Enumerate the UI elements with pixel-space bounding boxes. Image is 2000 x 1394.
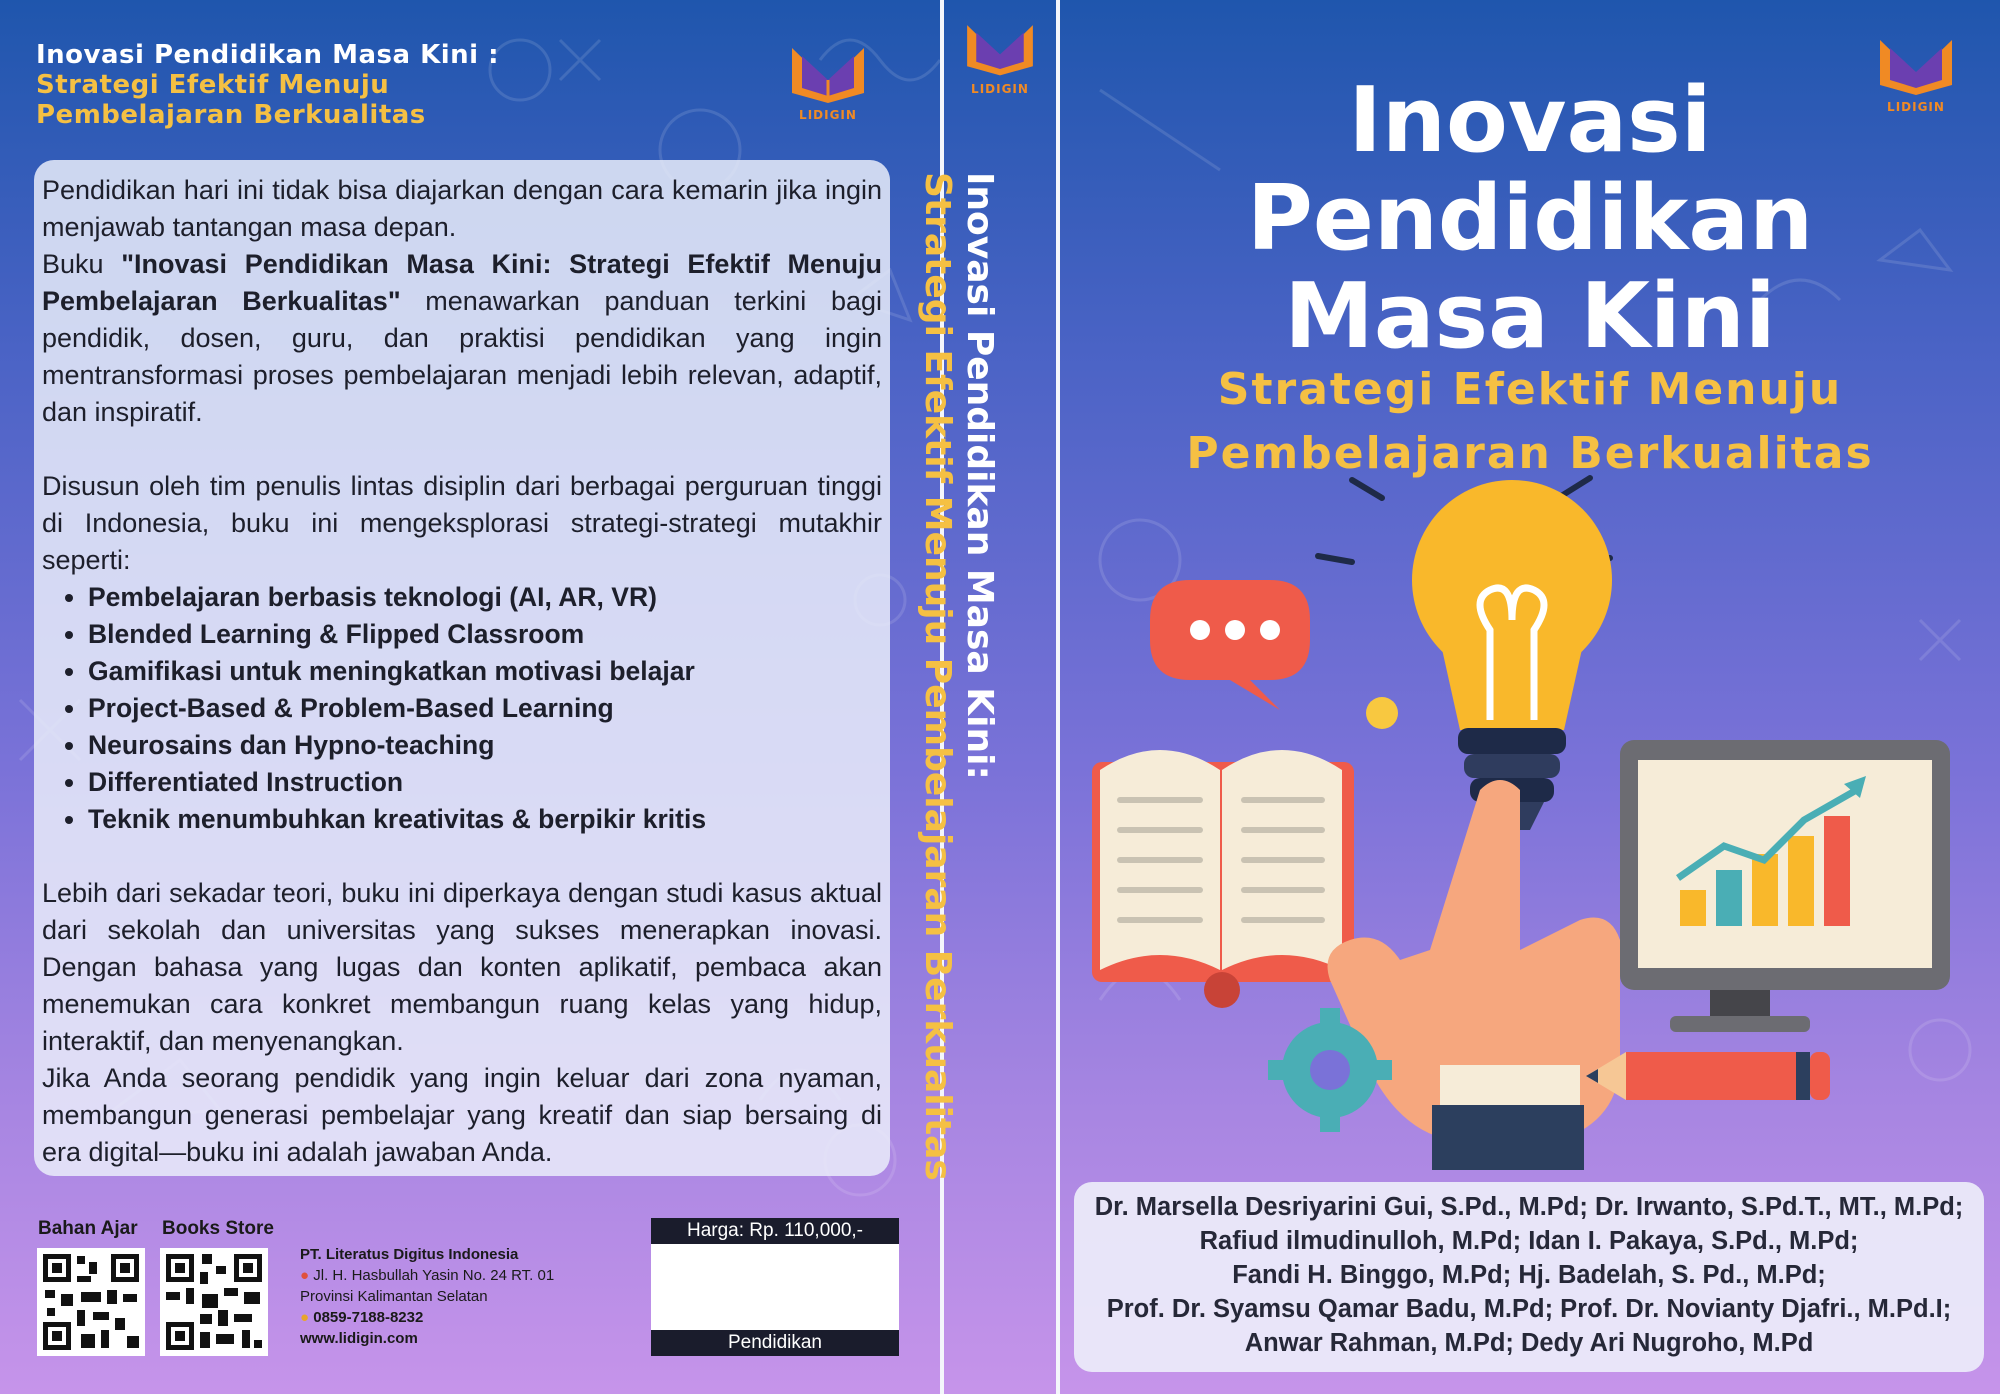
spine-title — [916, 172, 1000, 1181]
blurb-paragraph-4: Lebih dari sekadar teori, buku ini diperkaya dengan studi kasus aktual dari sekolah dan universitas yang sukses menerapkan inovasi. Dengan bahasa yang lugas dan konten aplikatif, pembaca akan menemukan cara konkret membangun ruang kelas yang hidup, interaktif, dan menyenangkan. — [42, 878, 882, 1056]
list-item: • Neurosains dan Hypno-teaching — [88, 727, 882, 764]
back-title — [36, 40, 499, 130]
back-title-line3: Pembelajaran Berkualitas — [36, 100, 426, 130]
qr-code-books-store[interactable] — [160, 1248, 268, 1356]
front-title — [1060, 68, 2000, 369]
author-line: Fandi H. Binggo, M.Pd; Hj. Badelah, S. Pd., M.Pd; — [1232, 1261, 1826, 1289]
pencil-icon — [1586, 1052, 1830, 1100]
strategy-list — [42, 579, 882, 838]
spine — [917, 0, 1056, 1394]
open-book-icon — [1092, 750, 1354, 1008]
publisher-info — [300, 1244, 554, 1349]
blurb-paragraph-5: Jika Anda seorang pendidik yang ingin keluar dari zona nyaman, membangun generasi pembelajar yang kreatif dan siap bersaing di era digital—buku ini adalah jawaban Anda. — [42, 1063, 882, 1167]
list-item: • Gamifikasi untuk meningkatkan motivasi belajar — [88, 653, 882, 690]
category-label: Pendidikan — [651, 1330, 899, 1356]
logo-text: LIDIGIN — [799, 108, 857, 122]
blurb — [42, 172, 882, 1171]
publisher-name: PT. Literatus Digitus Indonesia — [300, 1246, 519, 1263]
price-box — [651, 1218, 899, 1356]
author-line: Rafiud ilmudinulloh, M.Pd; Idan I. Pakaya, S.Pd., M.Pd; — [1199, 1227, 1859, 1255]
list-item: • Differentiated Instruction — [88, 764, 882, 801]
location-pin-icon: ● — [300, 1267, 310, 1284]
publisher-website: www.lidigin.com — [300, 1330, 418, 1347]
logo-text: LIDIGIN — [1887, 100, 1945, 114]
list-item: • Project-Based & Problem-Based Learning — [88, 690, 882, 727]
publisher-phone-line — [300, 1307, 554, 1328]
front-title-line2: Pendidikan — [1246, 166, 1814, 271]
publisher-logo — [782, 38, 874, 124]
author-line: Prof. Dr. Syamsu Qamar Badu, M.Pd; Prof. Dr. Novianty Djafri., M.Pd.I; — [1106, 1295, 1952, 1323]
blurb-book-title: "Inovasi Pendidikan Masa Kini: Strategi Efektif Menuju Pembelajaran Berkualitas" — [42, 249, 883, 316]
publisher-address-line2: Provinsi Kalimantan Selatan — [300, 1288, 488, 1305]
publisher-phone: 0859-7188-8232 — [313, 1309, 424, 1326]
back-cover — [0, 0, 940, 1394]
blurb-paragraph-3: Disusun oleh tim penulis lintas disiplin dari berbagai perguruan tinggi di Indonesia, buku ini mengeksplorasi strategi-strategi mutakhir seperti: — [42, 471, 882, 575]
list-item: • Teknik menumbuhkan kreativitas & berpikir kritis — [88, 801, 882, 838]
qr-label-books-store: Books Store — [162, 1218, 274, 1239]
blurb-paragraph-1: Pendidikan hari ini tidak bisa diajarkan dengan cara kemarin jika ingin menjawab tantangan masa depan. — [42, 175, 882, 242]
hand-pointing-icon — [1328, 780, 1621, 1170]
back-title-line1: Inovasi Pendidikan Masa Kini : — [36, 40, 500, 70]
author-list — [1074, 1190, 1984, 1360]
front-subtitle-line2: Pembelajaran Berkualitas — [1186, 428, 1874, 479]
list-item: • Blended Learning & Flipped Classroom — [88, 616, 882, 653]
author-line: Dr. Marsella Desriyarini Gui, S.Pd., M.Pd; Dr. Irwanto, S.Pd.T., MT., M.Pd; — [1094, 1193, 1964, 1221]
list-item: • Pembelajaran berbasis teknologi (AI, AR, VR) — [88, 579, 882, 616]
blurb-paragraph-2 — [42, 246, 882, 431]
qr-code-bahan-ajar[interactable] — [37, 1248, 145, 1356]
book-logo-icon — [958, 16, 1042, 80]
spine-logo — [958, 16, 1042, 102]
front-subtitle — [1060, 358, 2000, 486]
monitor-chart-icon — [1620, 740, 1950, 1032]
front-cover — [1060, 0, 2000, 1394]
qr-label-bahan-ajar: Bahan Ajar — [38, 1218, 138, 1239]
spine-title-line2: Strategi Efektif Menuju Pembelajaran Berkualitas — [917, 172, 958, 1181]
author-line: Anwar Rahman, M.Pd; Dedy Ari Nugroho, M.Pd — [1244, 1329, 1814, 1357]
blurb-p2-end: menawarkan panduan terkini bagi pendidik, dosen, guru, dan praktisi pendidikan yang ingin mentransformasi proses pembelajaran menjadi lebih relevan, adaptif, dan inspiratif. — [42, 286, 883, 427]
front-subtitle-line1: Strategi Efektif Menuju — [1217, 364, 1843, 415]
back-title-line2: Strategi Efektif Menuju — [36, 70, 390, 100]
front-title-line1: Inovasi — [1348, 68, 1712, 173]
light-bulb-icon — [1412, 480, 1612, 830]
spine-title-line1: Inovasi Pendidikan Masa Kini: — [959, 172, 1000, 780]
price-label: Harga: Rp. 110,000,- — [651, 1218, 899, 1244]
education-illustration — [1060, 470, 2000, 1170]
front-title-line3: Masa Kini — [1284, 264, 1776, 369]
blurb-p2-start: Buku — [42, 249, 122, 279]
phone-icon: ● — [300, 1309, 310, 1326]
logo-text: LIDIGIN — [971, 82, 1029, 96]
dot — [1366, 697, 1398, 729]
publisher-address-line1 — [300, 1265, 554, 1286]
speech-bubble-icon — [1150, 580, 1310, 710]
book-logo-icon — [782, 38, 874, 108]
address1: Jl. H. Hasbullah Yasin No. 24 RT. 01 — [313, 1267, 555, 1284]
